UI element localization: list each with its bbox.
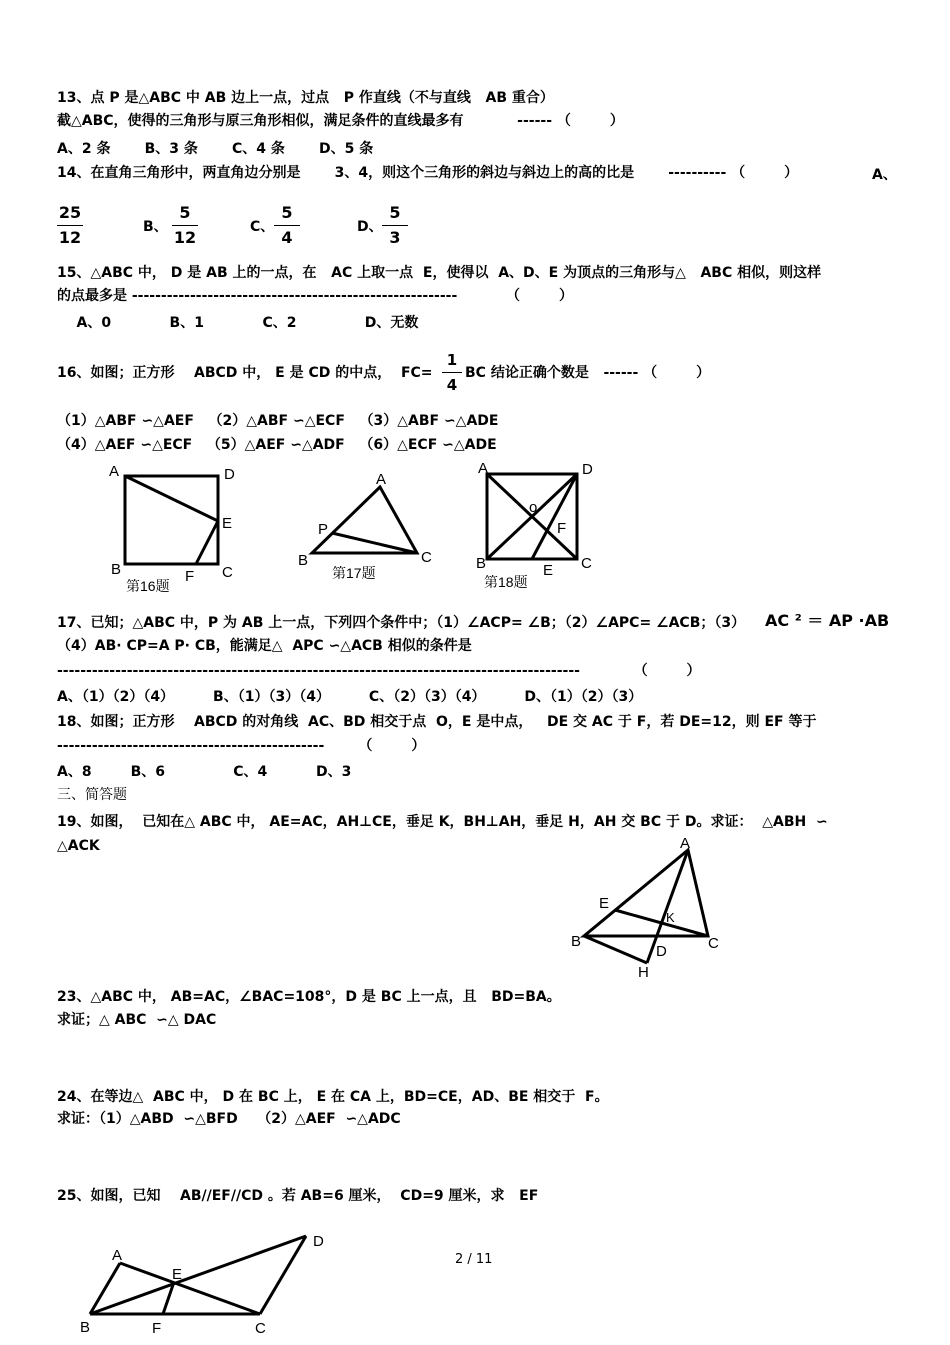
fig19-label-D: D: [656, 943, 667, 960]
figure-18: [487, 474, 577, 559]
fig18-label-F: F: [557, 520, 567, 537]
q19-line2: △ACK: [57, 838, 100, 854]
fig18-label-C: C: [581, 555, 592, 572]
q14-fracC-num: 5: [281, 203, 293, 222]
fig25-label-D: D: [313, 1233, 324, 1250]
q18-line2: ---------------------------------------------- （ ）: [57, 738, 426, 754]
q14-fracD: [382, 203, 408, 248]
q23-line2: 求证；△ ABC ∽△ DAC: [57, 1012, 217, 1028]
q17-line3: ------------------------------------------------------------------------------------------ （ ）: [57, 663, 701, 679]
q18-line1: 18、如图；正方形 ABCD 的对角线 AC、BD 相交于点 O，E 是中点， DE 交 AC 于 F，若 DE=12，则 EF 等于: [57, 714, 817, 730]
q14-optB-prefix: B、: [143, 219, 168, 235]
fig18-label-E: E: [543, 562, 554, 579]
fig16-label-D: D: [224, 466, 235, 483]
figure-25: [70, 1228, 340, 1343]
fig18-label-A: A: [478, 460, 489, 477]
fig16-caption: 第16题: [126, 578, 170, 594]
fig17-caption: 第17题: [332, 565, 376, 581]
fig19-label-K: K: [666, 910, 675, 925]
q14-optC-prefix: C、: [250, 219, 275, 235]
q14-fracD-den: 3: [389, 228, 401, 247]
fig18-label-D: D: [582, 461, 593, 478]
fig18-label-B: B: [476, 555, 487, 572]
q14-fracC-den: 4: [281, 228, 293, 247]
fig17-label-B: B: [298, 552, 309, 569]
q16-row2: （4）△AEF ∽△ECF （5）△AEF ∽△ADF （6）△ECF ∽△ADE: [57, 437, 497, 453]
q14-fracD-num: 5: [389, 203, 401, 222]
fig25-label-A: A: [112, 1247, 123, 1264]
q15-line2: 的点最多是 -------------------------------------------------------- （ ）: [57, 288, 573, 304]
fig19-label-A: A: [680, 835, 691, 852]
q14-optA-prefix: A、: [872, 167, 897, 183]
q13-options: A、2 条 B、3 条 C、4 条 D、5 条: [57, 141, 374, 157]
fig19-label-E: E: [599, 895, 610, 912]
q14-fracA: [57, 203, 83, 248]
q14-fracB: [172, 203, 198, 248]
q14-fracB-den: 12: [173, 228, 197, 247]
q14-fracA-den: 12: [58, 228, 82, 247]
fig18-caption: 第18题: [484, 574, 528, 590]
q25-line1: 25、如图，已知 AB//EF//CD 。若 AB=6 厘米， CD=9 厘米，求 EF: [57, 1188, 539, 1204]
q19-line1: 19、如图， 已知在△ ABC 中， AE=AC，AH⊥CE，垂足 K，BH⊥AH，垂足 H，AH 交 BC 于 D。求证： △ABH ∽: [57, 814, 828, 830]
figures-16-17-18: [0, 455, 620, 605]
figure-19: [560, 830, 730, 985]
fig16-label-E: E: [222, 515, 233, 532]
section-3-heading: 三、简答题: [57, 787, 127, 803]
fig19-label-C: C: [708, 935, 719, 952]
fig16-label-A: A: [109, 463, 120, 480]
fig16-label-C: C: [222, 564, 233, 581]
q15-line1: 15、△ABC 中， D 是 AB 上的一点，在 AC 上取一点 E，使得以 A、D、E 为顶点的三角形与△ ABC 相似，则这样: [57, 265, 822, 281]
q14-fracC: [274, 203, 300, 248]
q15-options: A、0 B、1 C、2 D、无数: [57, 315, 419, 331]
q17-options: A、（1）（2）（4） B、（1）（3）（4） C、（2）（3）（4） D、（1）（2）（3）: [57, 689, 643, 705]
q17-line1: 17、已知；△ABC 中，P 为 AB 上一点，下列四个条件中；（1）∠ACP= ∠B；（2）∠APC= ∠ACB；（3）: [57, 615, 746, 631]
q16-prefix: 16、如图；正方形 ABCD 中， E 是 CD 的中点， FC=: [57, 365, 433, 381]
q18-options: A、8 B、6 C、4 D、3: [57, 764, 352, 780]
q24-line2: 求证：（1）△ABD ∽△BFD （2）△AEF ∽△ADC: [57, 1111, 401, 1127]
q14-optD-prefix: D、: [357, 219, 383, 235]
q17-line2: （4）AB· CP=A P· CB，能满足△ APC ∽△ACB 相似的条件是: [57, 638, 472, 654]
q16-frac-den: 4: [446, 376, 458, 394]
q14-line1: 14、在直角三角形中，两直角边分别是 3、4，则这个三角形的斜边与斜边上的高的比是 ---------- （ ）: [57, 165, 799, 181]
q16-suffix: BC 结论正确个数是 ------ （ ）: [465, 365, 711, 381]
fig25-label-F: F: [152, 1320, 162, 1337]
q16-frac-num: 1: [446, 351, 458, 369]
q17-line1-tail: AC ² ＝ AP ·AB: [765, 611, 890, 630]
figure-17: [312, 487, 417, 553]
q24-line1: 24、在等边△ ABC 中， D 在 BC 上， E 在 CA 上，BD=CE，AD、BE 相交于 F。: [57, 1089, 609, 1105]
fig18-label-O: o: [529, 499, 538, 516]
fig17-label-A: A: [376, 471, 387, 488]
q16-row1: （1）△ABF ∽△AEF （2）△ABF ∽△ECF （3）△ABF ∽△ADE: [57, 413, 499, 429]
q23-line1: 23、△ABC 中， AB=AC，∠BAC=108°，D 是 BC 上一点，且 BD=BA。: [57, 989, 561, 1005]
q14-fracB-num: 5: [179, 203, 191, 222]
q13-line2: 截△ABC，使得的三角形与原三角形相似，满足条件的直线最多有 ------ （ ）: [57, 113, 624, 129]
page-number: 2 / 11: [455, 1252, 493, 1267]
q16-frac: [442, 350, 462, 395]
fig17-label-C: C: [421, 549, 432, 566]
fig25-label-C: C: [255, 1320, 266, 1337]
fig19-label-H: H: [638, 964, 649, 981]
fig17-label-P: P: [318, 521, 329, 538]
fig19-label-B: B: [571, 933, 582, 950]
fig16-label-B: B: [111, 561, 122, 578]
fig25-label-E: E: [172, 1266, 183, 1283]
q14-fracA-num: 25: [58, 203, 82, 222]
fig25-label-B: B: [80, 1319, 91, 1336]
fig16-label-F: F: [185, 568, 195, 585]
figure-16: [125, 476, 218, 564]
q13-line1: 13、点 P 是△ABC 中 AB 边上一点，过点 P 作直线（不与直线 AB 重合）: [57, 90, 554, 106]
